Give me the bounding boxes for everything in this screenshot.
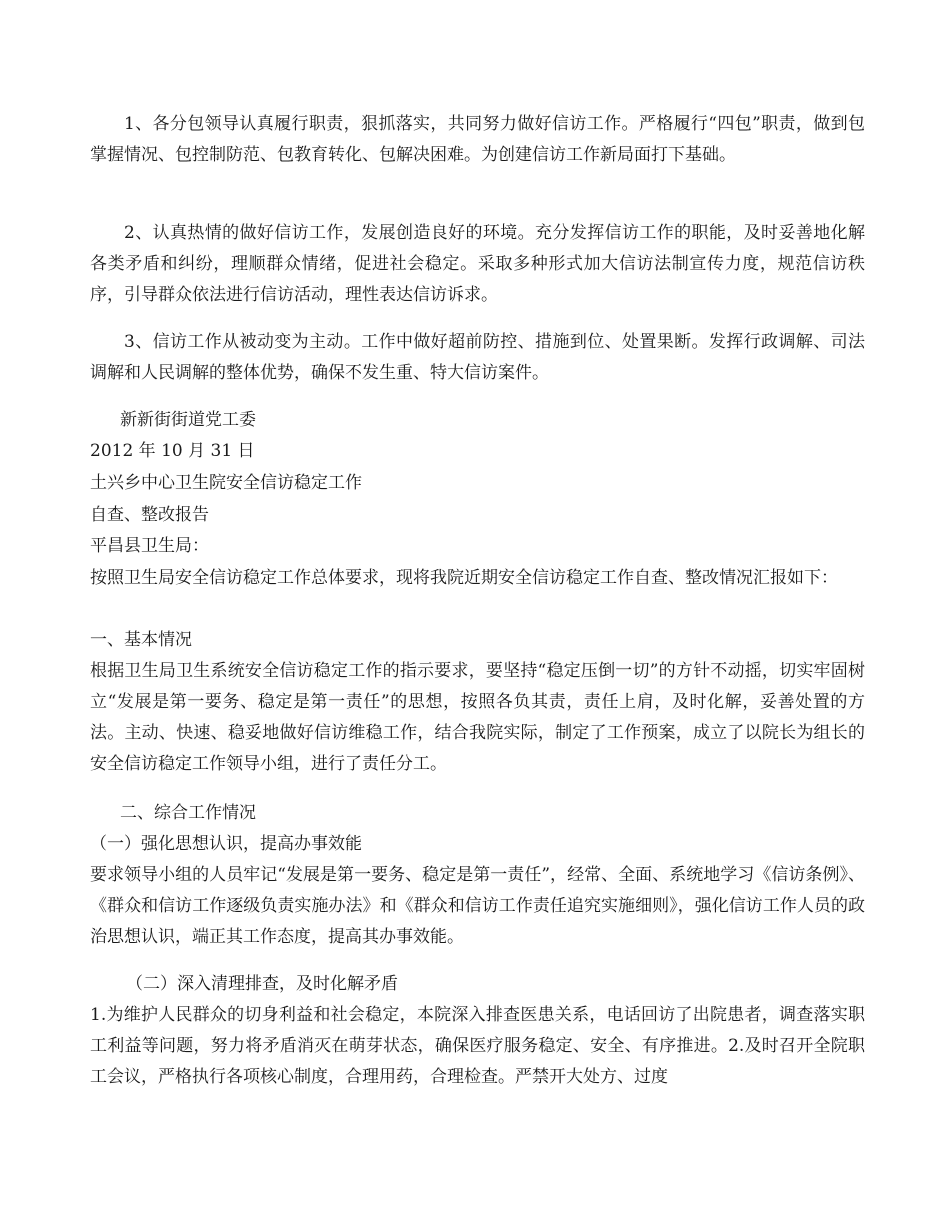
section-heading-1: 一、基本情况 bbox=[90, 630, 192, 650]
report-title-line-1: 土兴乡中心卫生院安全信访稳定工作 bbox=[90, 473, 362, 493]
paragraph-investigation: 1.为维护人民群众的切身利益和社会稳定，本院深入排查医患关系，电话回访了出院患者，调查落实职工利益等问题，努力将矛盾消灭在萌芽状态，确保医疗服务稳定、安全、有序推进。2.及时召开全院职工会议，严格执行各项核心制度，合理用药，合理检查。严禁开大处方、过度 bbox=[90, 1005, 865, 1087]
intro-paragraph: 按照卫生局安全信访稳定工作总体要求，现将我院近期安全信访稳定工作自查、整改情况汇报如下： bbox=[90, 568, 838, 588]
date-line: 2012 年 10 月 31 日 bbox=[90, 441, 255, 461]
paragraph-thinking: 要求领导小组的人员牢记“发展是第一要务、稳定是第一责任”，经常、全面、系统地学习《信访条例》、《群众和信访工作逐级负责实施办法》和《群众和信访工作责任追究实施细则》，强化信访工作人员的政治思想认识，端正其工作态度，提高其办事效能。 bbox=[90, 865, 865, 947]
paragraph-1: 1、各分包领导认真履行职责，狠抓落实，共同努力做好信访工作。严格履行“四包”职责，做到包掌握情况、包控制防范、包教育转化、包解决困难。为创建信访工作新局面打下基础。 bbox=[90, 114, 865, 165]
subsection-heading-1: （一）强化思想认识，提高办事效能 bbox=[90, 834, 362, 854]
addressee: 平昌县卫生局： bbox=[90, 536, 209, 556]
section-heading-2: 二、综合工作情况 bbox=[120, 803, 256, 823]
report-title-line-2: 自查、整改报告 bbox=[90, 505, 209, 525]
subsection-heading-2: （二）深入清理排查，及时化解矛盾 bbox=[126, 974, 398, 994]
signature-line: 新新街街道党工委 bbox=[120, 410, 256, 430]
paragraph-2: 2、认真热情的做好信访工作，发展创造良好的环境。充分发挥信访工作的职能，及时妥善地化解各类矛盾和纠纷，理顺群众情绪，促进社会稳定。采取多种形式加大信访法制宣传力度，规范信访秩序，引导群众依法进行信访活动，理性表达信访诉求。 bbox=[90, 223, 865, 305]
paragraph-3: 3、信访工作从被动变为主动。工作中做好超前防控、措施到位、处置果断。发挥行政调解、司法调解和人民调解的整体优势，确保不发生重、特大信访案件。 bbox=[90, 332, 865, 383]
paragraph-basic-situation: 根据卫生局卫生系统安全信访稳定工作的指示要求，要坚持“稳定压倒一切”的方针不动摇，切实牢固树立“发展是第一要务、稳定是第一责任”的思想，按照各负其责，责任上肩，及时化解，妥善处置的方法。主动、快速、稳妥地做好信访维稳工作，结合我院实际，制定了工作预案，成立了以院长为组长的安全信访稳定工作领导小组，进行了责任分工。 bbox=[90, 661, 865, 774]
